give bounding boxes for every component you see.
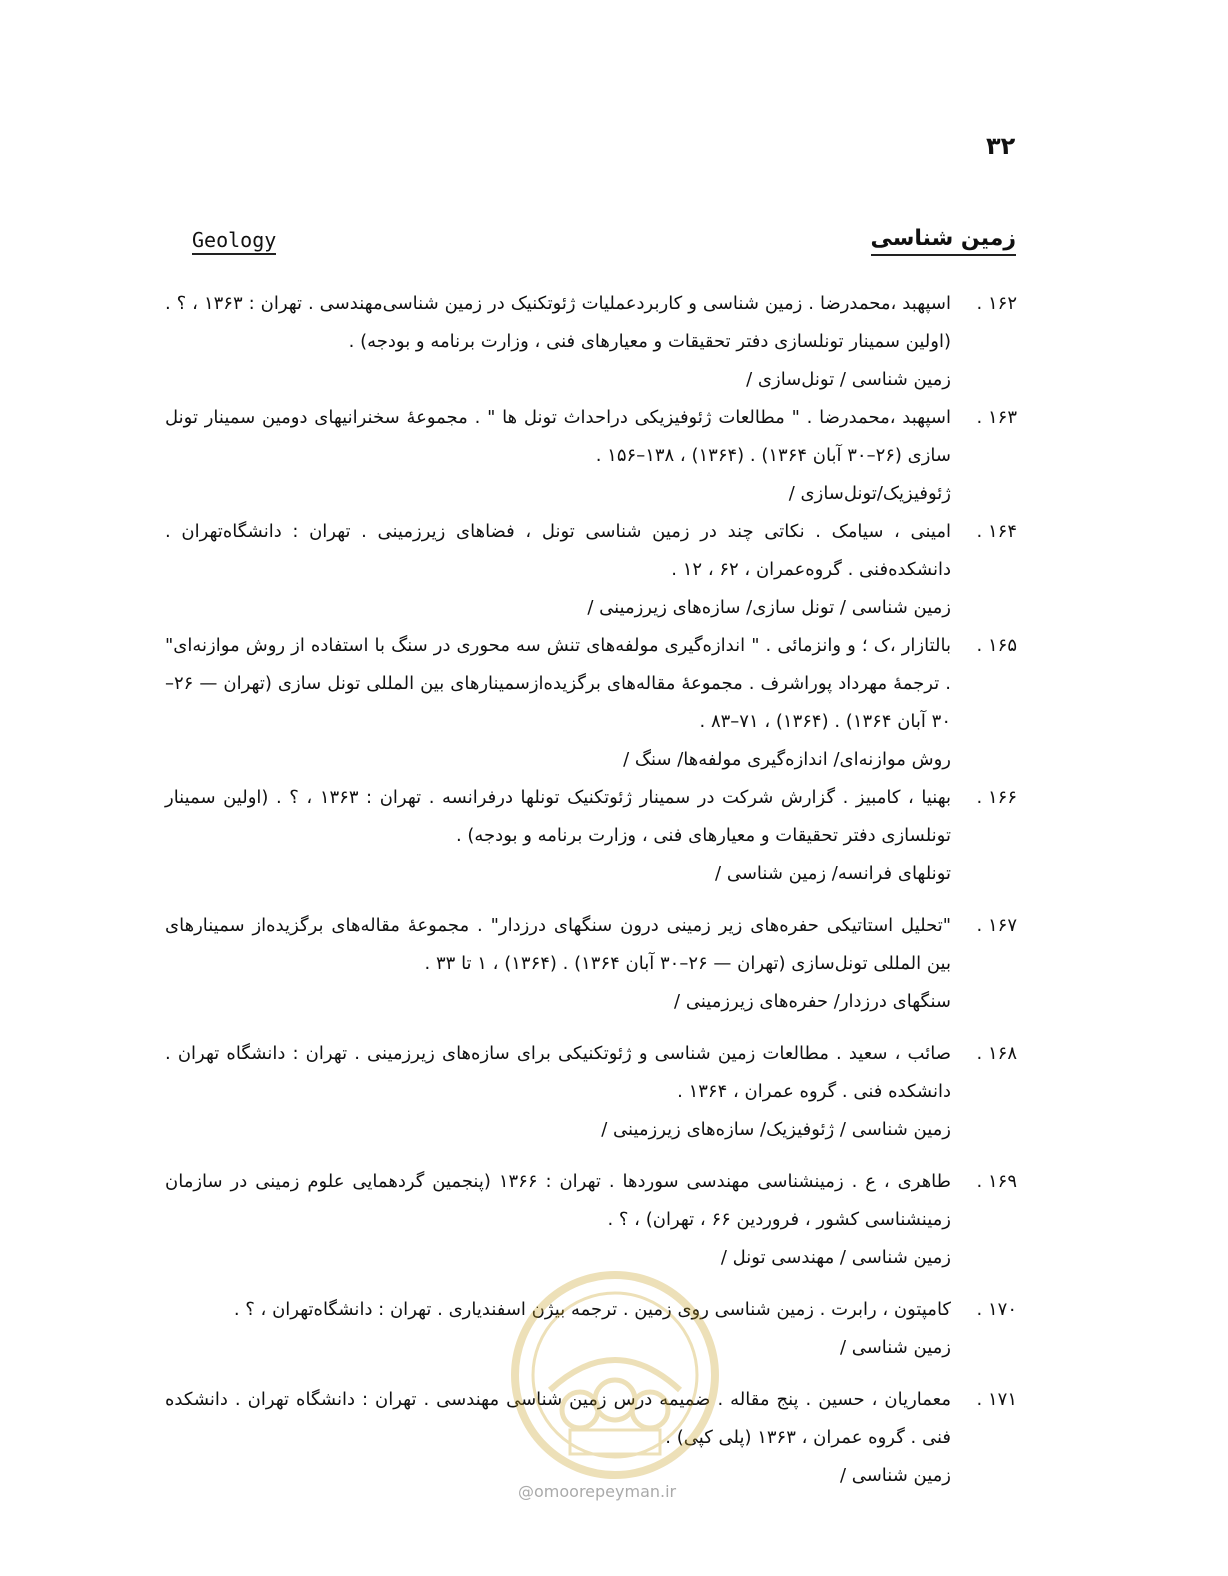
bibliography-entry [165, 513, 1017, 627]
entry-number: ۱۷۰ . [976, 1299, 1017, 1320]
entry-keywords: تونلهای فرانسه/ زمین شناسی / [715, 863, 951, 884]
entry-citation: اسپهبد ،محمدرضا . " مطالعات ژئوفیزیکی دراحداث تونل ها " . مجموعهٔ سخنرانیهای دومین سمینار تونل سازی (۲۶–۳۰ آبان ۱۳۶۴) . (۱۳۶۴) ، ۱۳۸–۱۵۶ . [165, 407, 951, 466]
entry-number: ۱۶۵ . [976, 635, 1017, 656]
bibliography-entry [165, 1035, 1017, 1149]
entry-number: ۱۶۳ . [976, 407, 1017, 428]
section-title-english: Geology [192, 228, 276, 255]
entry-keywords: روش موازنه‌ای/ اندازه‌گیری مولفه‌ها/ سنگ / [623, 749, 951, 770]
entry-keywords: زمین شناسی / مهندسی تونل / [720, 1247, 951, 1268]
entry-citation: کامپتون ، رابرت . زمین شناسی روی زمین . ترجمه بیژن اسفندیاری . تهران : دانشگاه‌تهران ، ؟ . [233, 1299, 951, 1320]
entry-number: ۱۶۴ . [976, 521, 1017, 542]
bibliography-list [165, 285, 1017, 1495]
bibliography-entry [165, 907, 1017, 1021]
page-number: ۳۲ [986, 132, 1016, 160]
bibliography-entry [165, 1381, 1017, 1495]
entry-number: ۱۶۸ . [976, 1043, 1017, 1064]
bibliography-entry [165, 779, 1017, 893]
entry-number: ۱۶۲ . [976, 293, 1018, 314]
entry-citation: امینی ، سیامک . نکاتی چند در زمین شناسی تونل ، فضاهای زیرزمینی . تهران : دانشگاه‌تهران . دانشکده‌فنی . گروه‌عمران ، ۶۲ ، ۱۲ . [165, 521, 951, 580]
entry-citation: طاهری ، ع . زمینشناسی مهندسی سوردها . تهران : ۱۳۶۶ (پنجمین گردهمایی علوم زمینی در سازمان زمینشناسی کشور ، فروردین ۶۶ ، تهران) ، ؟ . [165, 1171, 951, 1230]
entry-keywords: سنگهای درزدار/ حفره‌های زیرزمینی / [674, 991, 951, 1012]
entry-citation: "تحلیل استاتیکی حفره‌های زیر زمینی درون سنگهای درزدار" . مجموعهٔ مقاله‌های برگزیده‌از سمینارهای بین المللی تونل‌سازی (تهران — ۲۶–۳۰ آبان ۱۳۶۴) . (۱۳۶۴) ، ۱ تا ۳۳ . [165, 915, 951, 974]
entry-citation: صائب ، سعید . مطالعات زمین شناسی و ژئوتکنیکی برای سازه‌های زیرزمینی . تهران : دانشگاه تهران . دانشکده فنی . گروه عمران ، ۱۳۶۴ . [165, 1043, 951, 1102]
entry-number: ۱۶۷ . [976, 915, 1017, 936]
bibliography-entry [165, 399, 1017, 513]
section-title-persian: زمین شناسی [871, 226, 1017, 256]
bibliography-entry [165, 1163, 1017, 1277]
entry-keywords: زمین شناسی / [839, 1465, 951, 1486]
entry-number: ۱۶۶ . [976, 787, 1017, 808]
entry-number: ۱۶۹ . [976, 1171, 1017, 1192]
entry-keywords: زمین شناسی / تونل سازی/ سازه‌های زیرزمینی / [587, 597, 951, 618]
entry-keywords: زمین شناسی / ژئوفیزیک/ سازه‌های زیرزمینی / [601, 1119, 951, 1140]
entry-number: ۱۷۱ . [976, 1389, 1017, 1410]
entry-keywords: زمین شناسی / [839, 1337, 951, 1358]
entry-keywords: ژئوفیزیک/تونل‌سازی / [788, 483, 951, 504]
bibliography-entry [165, 285, 1017, 399]
entry-keywords: زمین شناسی / تونل‌سازی / [746, 369, 951, 390]
bibliography-entry [165, 1291, 1017, 1367]
entry-citation: بالتازار ،ک ؛ و وانزمائی . " اندازه‌گیری مولفه‌های تنش سه محوری در سنگ با استفاده از روش موازنه‌ای" . ترجمهٔ مهرداد پوراشرف . مجموعهٔ مقاله‌های برگزیده‌ازسمینارهای بین المللی تونل سازی (تهران — ۲۶– ۳۰ آبان ۱۳۶۴) . (۱۳۶۴) ، ۷۱–۸۳ . [165, 635, 951, 732]
bibliography-entry [165, 627, 1017, 779]
watermark-url: @omoorepeyman.ir [518, 1482, 677, 1501]
entry-citation: بهنیا ، کامبیز . گزارش شرکت در سمینار ژئوتکنیک تونلها درفرانسه . تهران : ۱۳۶۳ ، ؟ . (اولین سمینار تونلسازی دفتر تحقیقات و معیارهای فنی ، وزارت برنامه و بودجه) . [165, 787, 951, 846]
entry-citation: معماریان ، حسین . پنج مقاله . ضمیمه درس زمین شناسی مهندسی . تهران : دانشگاه تهران . دانشکده فنی . گروه عمران ، ۱۳۶۳ (پلی کپی) . [165, 1389, 951, 1448]
entry-citation: اسپهبد ،محمدرضا . زمین شناسی و کاربردعملیات ژئوتکنیک در زمین شناسی‌مهندسی . تهران : ۱۳۶۳ ، ؟ . (اولین سمینار تونلسازی دفتر تحقیقات و معیارهای فنی ، وزارت برنامه و بودجه) . [165, 293, 952, 352]
